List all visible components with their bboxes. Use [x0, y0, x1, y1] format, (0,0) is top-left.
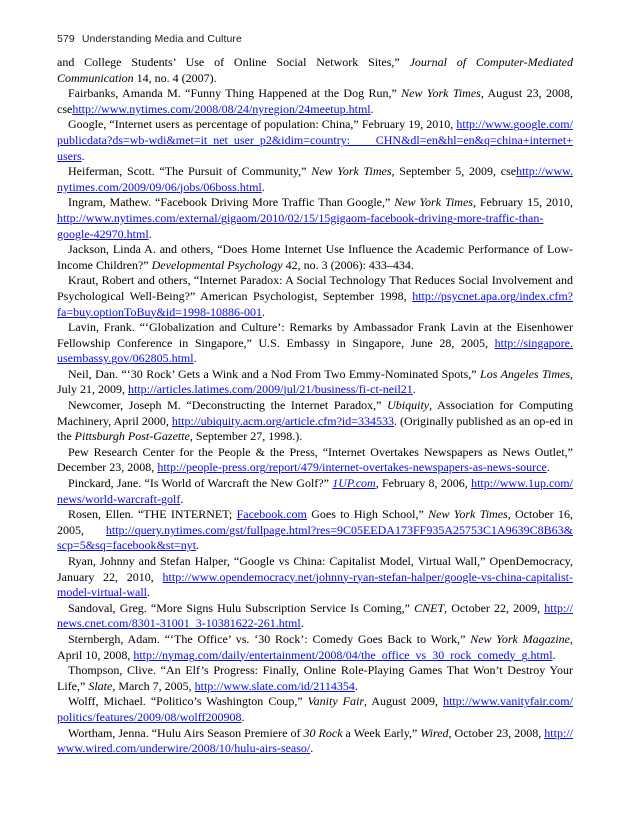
- text-segment: a Week Early,”: [342, 725, 421, 740]
- text-segment: .: [412, 382, 416, 397]
- text-segment: Pinckard, Jane. “Is World of Warcraft the New Golf?”: [68, 476, 333, 491]
- text-segment: Heiferman, Scott. “The Pursuit of Community,”: [68, 164, 312, 179]
- text-segment: Rosen, Ellen. “THE INTERNET;: [68, 507, 237, 522]
- text-segment: Google, “Internet users as percentage of population: China,” February 19, 2010,: [68, 117, 457, 132]
- text-segment: .: [148, 226, 152, 241]
- hyperlink[interactable]: http://psycnet.apa.org/index.cfm?fa=buy.optionToBuy&id=1998-10886-001: [57, 288, 573, 319]
- text-segment: , October 22, 2009,: [444, 600, 545, 615]
- italic-title: Wired: [420, 725, 449, 740]
- text-segment: .: [552, 647, 556, 662]
- bibliography-entry: [57, 195, 573, 242]
- text-segment: .: [370, 101, 374, 116]
- italic-title: New York Magazine: [470, 631, 570, 646]
- bibliography-entry: [57, 55, 573, 86]
- text-segment: , August 23, 2008, cse: [57, 86, 573, 116]
- hyperlink[interactable]: http://www.opendemocracy.net/johnny-ryan-stefan-halper/google-vs-china-capitalist-model-virtual-wall: [57, 569, 573, 600]
- text-segment: .: [354, 678, 358, 693]
- bibliography-entry: [57, 367, 573, 398]
- bibliography-entry: [57, 726, 573, 757]
- text-segment: .: [180, 491, 184, 506]
- text-segment: 42, no. 3 (2006): 433–434.: [282, 257, 414, 272]
- text-segment: .: [193, 351, 197, 366]
- hyperlink[interactable]: http://www.wired.com/underwire/2008/10/hulu-airs-seaso/: [57, 725, 573, 756]
- italic-title: Ubiquity: [387, 398, 430, 413]
- hyperlink[interactable]: 1UP.com: [332, 476, 376, 491]
- text-segment: .: [241, 709, 245, 724]
- bibliography-entry: [57, 164, 573, 195]
- text-segment: Kraut, Robert and others, “Internet Paradox: A Social Technology That Reduces Social Involvement and Psychological Well-Being?” American Psychologist, September 1998,: [57, 273, 573, 303]
- text-segment: , February 15, 2010,: [472, 195, 573, 210]
- bibliography-entry: [57, 86, 573, 117]
- hyperlink[interactable]: http://www.google.com/publicdata?ds=wb-wdi&met=it_net_user_p2&idim=country: CHN&dl=en&hl=en&q=china+internet+users: [57, 117, 573, 163]
- running-title: Understanding Media and Culture: [81, 33, 242, 45]
- text-segment: .: [300, 616, 304, 631]
- text-segment: Wolff, Michael. “Politico’s Washington Coup,”: [68, 694, 308, 709]
- bibliography-entry: [57, 445, 573, 476]
- bibliography-entry: [57, 601, 573, 632]
- text-segment: Fairbanks, Amanda M. “Funny Thing Happened at the Dog Run,”: [68, 86, 402, 101]
- italic-title: CNET: [414, 600, 445, 615]
- text-segment: Sandoval, Greg. “More Signs Hulu Subscription Service Is Coming,”: [68, 600, 415, 615]
- text-segment: Ryan, Johnny and Stefan Halper, “Google vs China: Capitalist Model, Virtual Wall,” OpenDemocracy, January 22, 2010,: [57, 554, 573, 584]
- hyperlink[interactable]: http://people-press.org/report/479/internet-overtakes-newspapers-as-news-source: [157, 460, 547, 475]
- italic-title: Vanity Fair: [307, 694, 365, 709]
- bibliography-entry: [57, 273, 573, 320]
- hyperlink[interactable]: http://www.vanityfair.com/politics/features/2009/08/wolff200908: [57, 694, 573, 724]
- italic-title: Pittsburgh Post-Gazette: [74, 429, 190, 444]
- italic-title: New York Times: [428, 507, 508, 522]
- text-segment: .: [546, 460, 550, 475]
- text-segment: , September 27, 1998.).: [189, 429, 303, 444]
- text-segment: , August 2009,: [364, 694, 444, 709]
- text-segment: Wortham, Jenna. “Hulu Airs Season Premiere of: [68, 725, 304, 740]
- text-segment: , Association for Computing Machinery, April 2000,: [57, 398, 573, 428]
- bibliography-entry: [57, 476, 573, 507]
- text-segment: .: [81, 148, 85, 163]
- text-segment: , April 10, 2008,: [57, 631, 573, 662]
- hyperlink[interactable]: http://articles.latimes.com/2009/jul/21/business/fi-ct-neil21: [128, 382, 413, 397]
- text-segment: , March 7, 2005,: [112, 678, 195, 693]
- text-segment: . (Originally published as an op-ed in the: [57, 413, 573, 444]
- hyperlink[interactable]: http://query.nytimes.com/gst/fullpage.html?res=9C05EEDA173FF935A25753C1A9639C8B63&scp=5&sq=facebook&st=nyt: [57, 522, 573, 553]
- text-segment: and College Students’ Use of Online Social Network Sites,”: [57, 55, 410, 69]
- italic-title: 30 Rock: [303, 725, 343, 740]
- text-segment: Goes to High School,”: [306, 507, 429, 522]
- text-segment: Thompson, Clive. “An Elf’s Progress: Finally, Online Role-Playing Games That Won’t Destroy Your Life,”: [57, 663, 573, 693]
- bibliography-entry: [57, 663, 573, 694]
- italic-title: New York Times: [311, 164, 392, 179]
- italic-title: New York Times: [401, 86, 481, 101]
- bibliography-entry: [57, 320, 573, 367]
- bibliography-entry: [57, 694, 573, 725]
- bibliography-entry: [57, 554, 573, 601]
- hyperlink[interactable]: http://nymag.com/daily/entertainment/2008/04/the_office_vs_30_rock_comedy_g.html: [133, 647, 553, 662]
- text-segment: , September 5, 2009, cse: [391, 164, 517, 179]
- page-number: 579: [57, 33, 75, 45]
- bibliography-entry: [57, 242, 573, 273]
- text-segment: 14, no. 4 (2007).: [133, 70, 217, 85]
- italic-title: Developmental Psychology: [151, 257, 283, 272]
- bibliography: [57, 55, 573, 757]
- text-segment: .: [196, 538, 200, 553]
- hyperlink[interactable]: http://www.nytimes.com/2009/09/06/jobs/06boss.html: [57, 164, 573, 194]
- text-segment: , October 23, 2008,: [448, 725, 545, 740]
- italic-title: New York Times: [394, 195, 473, 210]
- hyperlink[interactable]: http://www.nytimes.com/2008/08/24/nyregion/24meetup.html: [72, 101, 371, 116]
- text-segment: , July 21, 2009,: [57, 366, 573, 397]
- text-segment: .: [261, 179, 265, 194]
- text-segment: .: [147, 585, 150, 600]
- bibliography-entry: [57, 632, 573, 663]
- text-segment: Ingram, Mathew. “Facebook Driving More Traffic Than Google,”: [68, 195, 395, 210]
- italic-title: Los Angeles Times: [480, 366, 570, 381]
- hyperlink[interactable]: http://news.cnet.com/8301-31001_3-10381622-261.html: [57, 600, 573, 631]
- text-segment: Newcomer, Joseph M. “Deconstructing the Internet Paradox,”: [68, 398, 388, 413]
- bibliography-entry: [57, 507, 573, 554]
- text-segment: .: [310, 741, 314, 756]
- hyperlink[interactable]: http://www.nytimes.com/external/gigaom/2010/02/15/15gigaom-facebook-driving-more-traffic-than-google-42970.html: [57, 210, 544, 241]
- hyperlink[interactable]: http://www.1up.com/news/world-warcraft-golf: [57, 476, 573, 506]
- text-segment: Sternbergh, Adam. “‘The Office’ vs. ‘30 Rock’: Comedy Goes Back to Work,”: [68, 631, 471, 646]
- page-header: [57, 32, 573, 46]
- text-segment: Pew Research Center for the People & the Press, “Internet Overtakes Newspapers as News Outlet,” December 23, 2008,: [57, 444, 573, 475]
- text-segment: , October 16, 2005,: [57, 507, 573, 537]
- text-segment: Lavin, Frank. “‘Globalization and Culture’: Remarks by Ambassador Frank Lavin at the Eisenhower Fellowship Conference in Singapore,” U.S. Embassy in Singapore, June 28, 2005,: [57, 320, 573, 350]
- hyperlink[interactable]: http://singapore.usembassy.gov/062805.html: [57, 335, 573, 366]
- italic-title: Journal of Computer-Mediated Communication: [57, 55, 573, 85]
- text-segment: .: [261, 304, 265, 319]
- bibliography-entry: [57, 398, 573, 445]
- hyperlink[interactable]: http://www.slate.com/id/2114354: [194, 678, 355, 693]
- text-segment: Neil, Dan. “‘30 Rock’ Gets a Wink and a Nod From Two Emmy-Nominated Spots,”: [68, 366, 481, 381]
- text-segment: Jackson, Linda A. and others, “Does Home Internet Use Influence the Academic Performance of Low-Income Children?”: [57, 242, 573, 272]
- text-segment: , February 8, 2006,: [375, 476, 472, 491]
- bibliography-entry: [57, 117, 573, 164]
- hyperlink[interactable]: http://ubiquity.acm.org/article.cfm?id=334533: [171, 413, 395, 428]
- hyperlink[interactable]: Facebook.com: [236, 507, 307, 522]
- italic-title: Slate: [88, 678, 113, 693]
